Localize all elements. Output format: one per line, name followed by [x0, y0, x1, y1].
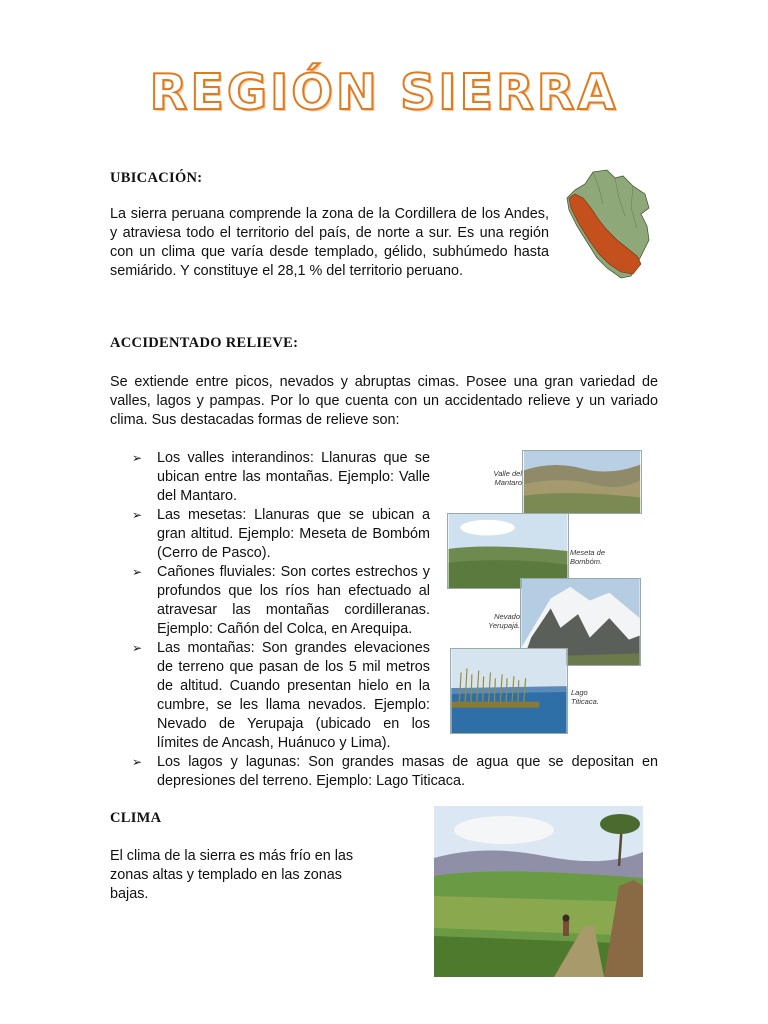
clima-landscape-photo: [434, 806, 643, 977]
arrow-bullet-icon: ➢: [132, 451, 143, 465]
relieve-paragraph: Se extiende entre picos, nevados y abruptas cimas. Posee una gran variedad de valles, lagos y pampas. Por lo que cuenta con un accidentado relieve y un variado clima. Sus destacadas formas de relieve son:: [110, 374, 658, 428]
arrow-bullet-icon: ➢: [132, 565, 143, 579]
ubicacion-paragraph: La sierra peruana comprende la zona de la Cordillera de los Andes, y atraviesa todo el territorio del país, de norte a sur. Es una región con un clima que varía desde templado, gélido, subhúmedo hasta semiárido. Y constituye el 28,1 % del territorio peruano.: [110, 206, 549, 279]
valle-caption: Valle del Mantaro: [493, 469, 522, 487]
lago-titicaca-photo: [450, 648, 568, 734]
arrow-bullet-icon: ➢: [132, 755, 143, 769]
valle-mantaro-photo: [522, 450, 642, 514]
clima-heading: CLIMA: [110, 810, 162, 826]
ubicacion-heading: UBICACIÓN:: [110, 170, 203, 186]
nevado-caption: Nevado Yerupajá.: [488, 612, 520, 630]
arrow-bullet-icon: ➢: [132, 641, 143, 655]
meseta-caption: Meseta de Bombóm.: [570, 548, 606, 566]
list-item: ➢ Las montañas: Son grandes elevaciones de terreno que pasan de los 5 mil metros de altitud. Cuando presentan hielo en la cumbre, se les llama nevados. Ejemplo: Nevado de Yerupaja (ubicado en los límites de Ancash, Huánuco y Lima).: [132, 640, 430, 751]
lago-caption: Lago Titicaca.: [571, 688, 599, 706]
list-item: ➢ Los valles interandinos: Llanuras que se ubican entre las montañas. Ejemplo: Valle del Mantaro.: [132, 450, 430, 504]
arrow-bullet-icon: ➢: [132, 508, 143, 522]
list-item: ➢ Los lagos y lagunas: Son grandes masas de agua que se depositan en depresiones del terreno. Ejemplo: Lago Titicaca.: [132, 754, 658, 789]
peru-map-image: [563, 168, 653, 280]
clima-paragraph: El clima de la sierra es más frío en las zonas altas y templado en las zonas bajas.: [110, 848, 354, 902]
list-item: ➢ Las mesetas: Llanuras que se ubican a gran altitud. Ejemplo: Meseta de Bombóm (Cerro de Pasco).: [132, 507, 430, 561]
list-item: ➢ Cañones fluviales: Son cortes estrechos y profundos que los ríos han efectuado al atravesar las montañas cordilleranas. Ejemplo: Cañón del Colca, en Arequipa.: [132, 564, 430, 637]
relieve-heading: ACCIDENTADO RELIEVE:: [110, 335, 299, 351]
page-title: REGIÓN SIERRA: [149, 64, 619, 121]
